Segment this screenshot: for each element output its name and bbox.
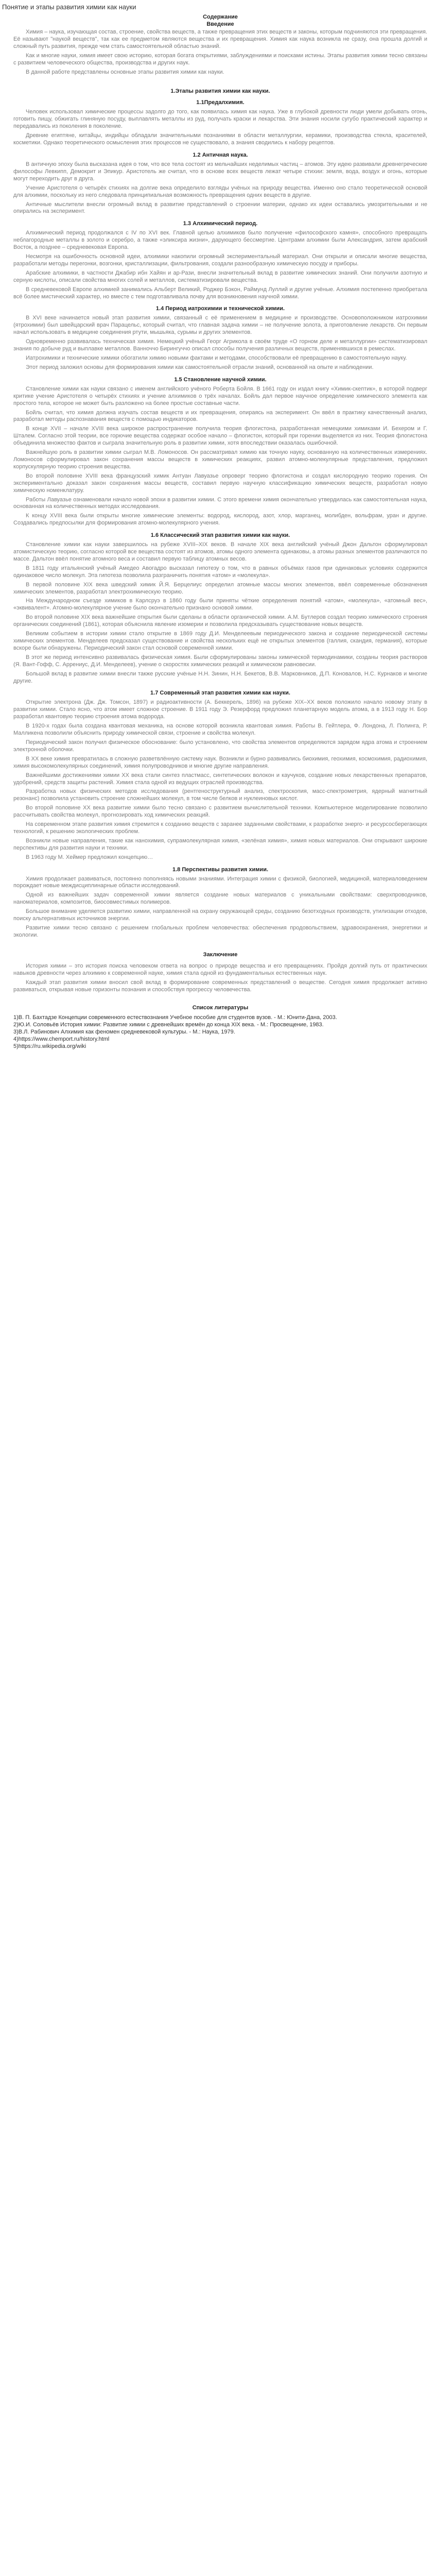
chapter-section (13, 88, 427, 939)
subsection (13, 377, 427, 527)
subsection-heading: 1.7 Современный этап развития химии как науки. (150, 690, 290, 697)
paragraph: Большое внимание уделяется развитию химии, направленной на охрану окружающей среды, созданию безотходных производств, утилизации отходов, поиску альтернативных источников энергии. (13, 908, 427, 922)
subsection (13, 99, 427, 147)
intro-heading: Введение (206, 21, 234, 27)
chapter-heading: 1.Этапы развития химии как науки. (170, 88, 270, 95)
subsection-heading: 1.6 Классический этап развития химии как науки. (150, 532, 290, 539)
paragraph: Учение Аристотеля о четырёх стихиях на долгие века определило взгляды учёных на природу вещества. Именно оно стало теоретической основой для алхимии, поскольку из него следовала принципиальная возможность превращения одних веществ в другие. (13, 184, 427, 198)
paragraph: Разработка новых физических методов исследования (рентгеноструктурный анализ, спектроскопия, масс-спектрометрия, ядерный магнитный резонанс) позволила установить строение сложнейших молекул, в том числе белков и нуклеиновых кислот. (13, 788, 427, 802)
paragraph: Алхимический период продолжался с IV по XVI век. Главной целью алхимиков было получение «философского камня», способного превращать неблагородные металлы в золото и серебро, а также «эликсира жизни», дарующего бессмертие. Центрами алхимии были Александрия, затем арабский Восток, а позднее – средневековая Европа. (13, 230, 427, 251)
paragraph: Во второй половине XX века развитие химии было тесно связано с развитием вычислительной техники. Компьютерное моделирование позволило рассчитывать свойства молекул, прогнозировать ход химических реакций. (13, 805, 427, 819)
subsection-heading: 1.5 Становление научной химии. (174, 376, 267, 383)
paragraph: Периодический закон получил физическое обоснование: было установлено, что свойства элементов определяются зарядом ядра атома и строением электронной оболочки. (13, 739, 427, 753)
subsection-heading: 1.3 Алхимический период. (183, 221, 258, 227)
paragraph: Важнейшими достижениями химии XX века стали синтез пластмасс, синтетических волокон и каучуков, создание новых лекарственных препаратов, удобрений, средств защиты растений. Химия стала одной из ведущих отраслей производства. (13, 772, 427, 786)
paragraph: В 1920-х годах была создана квантовая механика, на основе которой возникла квантовая химия. Работы В. Гейтлера, Ф. Лондона, Л. Полинга, Р. Малликена позволили объяснить природу химической связи, строение и свойства молекул. (13, 723, 427, 737)
subsection (13, 690, 427, 861)
paragraph: Работы Лавуазье ознаменовали начало новой эпохи в развитии химии. С этого времени химия окончательно утвердилась как самостоятельная наука, основанная на количественных методах исследования. (13, 496, 427, 510)
paragraph: Важнейшую роль в развитии химии сыграл М.В. Ломоносов. Он рассматривал химию как точную науку, основанную на количественных измерениях. Ломоносов сформулировал закон сохранения массы веществ в химических реакциях, развил атомно-молекулярные представления, предложил корпускулярную теорию строения вещества. (13, 449, 427, 470)
paragraph: Открытие электрона (Дж. Дж. Томсон, 1897) и радиоактивности (А. Беккерель, 1896) на рубеже XIX–XX веков положило начало новому этапу в развитии химии. Стало ясно, что атом имеет сложное строение. В 1911 году Э. Резерфорд предложил планетарную модель атома, а в 1913 году Н. Бор разработал квантовую теорию строения атома водорода. (13, 699, 427, 720)
subsection-heading: 1.8 Перспективы развития химии. (172, 866, 269, 873)
intro-section (13, 29, 427, 76)
paragraph: В этот же период интенсивно развивалась физическая химия. Были сформулированы законы химической термодинамики, созданы теория растворов (Я. Вант-Гофф, С. Аррениус, Д.И. Менделеев), учение о скоростях химических реакций и химическом равновесии. (13, 654, 427, 668)
paragraph: Одновременно развивалась техническая химия. Немецкий учёный Георг Агрикола в своём труде «О горном деле и металлургии» систематизировал знания по добыче руд и выплавке металлов. Ванноччо Бирингуччо описал способы получения различных веществ, применявшихся в ремеслах. (13, 338, 427, 352)
subsection (13, 532, 427, 685)
paragraph: Химия продолжает развиваться, постоянно пополняясь новыми знаниями. Интеграция химии с физикой, биологией, медициной, материаловедением порождает новые междисциплинарные области исследований. (13, 875, 427, 889)
paragraph: История химии – это история поиска человеком ответа на вопрос о природе вещества и его превращениях. Пройдя долгий путь от практических навыков древности через алхимию к современной науке, химия стала одной из фундаментальных естественных наук. (13, 962, 427, 976)
reference-item: 1)В. П. Бахтадзе Концепции современного естествознания Учебное пособие для студентов вузов. - М.: Юнити-Дана, 2003. (13, 1014, 337, 1021)
paragraph: На современном этапе развития химия стремится к созданию веществ с заранее заданными свойствами, к разработке энерго- и ресурсосберегающих технологий, к решению экологических проблем. (13, 821, 427, 835)
paragraph: Древние египтяне, китайцы, индийцы обладали значительными познаниями в области металлургии, керамики, производства стекла, красителей, косметики. Однако теоретического осмысления этих процессов не существовало, а знания сводились к набору рецептов. (13, 132, 427, 146)
paragraph: На Международном съезде химиков в Карлсруэ в 1860 году были приняты чёткие определения понятий «атом», «молекула», «атомный вес», «эквивалент». Атомно-молекулярное учение было окончательно признано основой химии. (13, 598, 427, 612)
subsection-heading: 1.2 Античная наука. (193, 151, 248, 158)
paragraph: Этот период заложил основы для формирования химии как самостоятельной отрасли знаний, основанной на опыте и наблюдении. (26, 364, 374, 370)
reference-url[interactable]: 5)https://ru.wikipedia.org/wiki (13, 1043, 86, 1050)
paragraph: Химия – наука, изучающая состав, строение, свойства веществ, а также превращения этих веществ и законы, которым подчиняются эти превращения. Её называют "наукой веществ", так как ее предметом являются вещества и их превращения. Химия как наука возникла не сразу, она прошла долгий и сложный путь развития, прежде чем стать самостоятельной областью знаний. (13, 29, 427, 49)
subsection (13, 152, 427, 215)
conclusion-section (13, 952, 427, 994)
paragraph: В средневековой Европе алхимией занимались Альберт Великий, Роджер Бэкон, Раймунд Луллий и другие учёные. Алхимия постепенно приобретала всё более мистический характер, но вместе с тем подготавливала почву для возникновения научной химии. (13, 286, 427, 300)
contents-heading: Содержание (203, 14, 238, 20)
paragraph: В данной работе представлены основные этапы развития химии как науки. (26, 69, 224, 75)
references-section (13, 1005, 427, 1050)
paragraph: Большой вклад в развитие химии внесли также русские учёные Н.Н. Зинин, Н.Н. Бекетов, В.В. Марковников, Д.П. Коновалов, Н.С. Курнаков и многие другие. (13, 670, 427, 684)
paragraph: Каждый этап развития химии вносил свой вклад в формирование современных представлений о веществе. Сегодня химия продолжает активно развиваться, открывая новые горизонты познания и способствуя прогрессу человечества. (13, 979, 427, 993)
paragraph: Великим событием в истории химии стало открытие в 1869 году Д.И. Менделеевым периодического закона и создание периодической системы химических элементов. Менделеев предсказал существование и свойства нескольких ещё не открытых элементов (галлия, скандия, германия), которые вскоре были обнаружены. Периодический закон стал основой современной химии. (13, 631, 427, 651)
paragraph: В 1811 году итальянский учёный Амедео Авогадро высказал гипотезу о том, что в равных объёмах газов при одинаковых условиях содержится одинаковое число молекул. Эта гипотеза позволила разграничить понятия «атом» и «молекула». (13, 565, 427, 579)
paragraph: Человек использовал химические процессы задолго до того, как появилась химия как наука. Уже в глубокой древности люди умели добывать огонь, готовить пищу, обжигать глиняную посуду, выплавлять металлы из руд, получать краски и лекарства. Эти знания носили сугубо практический характер и передавались из поколения в поколение. (13, 109, 427, 130)
paragraph: В конце XVII – начале XVIII века широкое распространение получила теория флогистона, разработанная немецкими химиками И. Бехером и Г. Шталем. Согласно этой теории, все горючие вещества содержат особое начало – флогистон, который при горении выделяется из них. Теория флогистона объединила множество фактов и сыграла значительную роль в развитии химии, хотя впоследствии оказалась ошибочной. (13, 426, 427, 447)
paragraph: В XX веке химия превратилась в сложную разветвлённую систему наук. Возникли и бурно развивались биохимия, геохимия, космохимия, радиохимия, химия высокомолекулярных соединений, химия полупроводников и многие другие направления. (13, 755, 427, 769)
paragraph: Во второй половине XIX века важнейшие открытия были сделаны в области органической химии. А.М. Бутлеров создал теорию химического строения органических соединений (1861), которая объяснила явление изомерии и позволила предсказывать существование новых веществ. (13, 614, 427, 628)
paragraph: Возникли новые направления, такие как нанохимия, супрамолекулярная химия, «зелёная химия», химия новых материалов. Они открывают широкие перспективы для развития науки и техники. (13, 837, 427, 851)
reference-link[interactable] (13, 1036, 427, 1043)
paragraph: Становление химии как науки завершилось на рубеже XVIII–XIX веков. В начале XIX века английский учёный Джон Дальтон сформулировал атомистическую теорию, согласно которой все вещества состоят из атомов, атомы одного элемента одинаковы, а атомы разных элементов различаются по массе. Дальтон ввёл понятие атомного веса и составил первую таблицу атомных весов. (13, 541, 427, 562)
paragraph: Несмотря на ошибочность основной идеи, алхимики накопили огромный экспериментальный материал. Они открыли и описали многие вещества, разработали методы перегонки, возгонки, кристаллизации, фильтрования, создали разнообразную химическую посуду и приборы. (13, 253, 427, 267)
conclusion-heading: Заключение (203, 951, 238, 958)
paragraph: Иатрохимики и технические химики обогатили химию новыми фактами и методами, способствовали её превращению в самостоятельную науку. (26, 355, 407, 361)
paragraph: Во второй половине XVIII века французский химик Антуан Лавуазье опроверг теорию флогистона и создал кислородную теорию горения. Он экспериментально доказал закон сохранения массы веществ, составил первую научную классификацию химических веществ, разработал новую химическую номенклатуру. (13, 472, 427, 494)
page-title: Понятие и этапы развития химии как науки (2, 3, 136, 11)
paragraph: Бойль считал, что химия должна изучать состав веществ и их превращения, опираясь на эксперимент. Он ввёл в практику качественный анализ, разработал методы распознавания веществ с помощью индикаторов. (13, 409, 427, 423)
subsection (13, 306, 427, 371)
reference-url[interactable]: 4)https://www.chemport.ru/history.html (13, 1036, 110, 1043)
paragraph: Античные мыслители внесли огромный вклад в развитие представлений о строении материи, однако их идеи оставались умозрительными и не опирались на эксперимент. (13, 201, 427, 215)
references-heading: Список литературы (192, 1005, 249, 1011)
subsection-heading: 1.1Предалхимия. (196, 99, 245, 106)
reference-item: 2)Ю.И. Соловьёв История химии: Развитие химии с древнейших времён до конца XIX века. - М.: Просвещение, 1983. (13, 1022, 324, 1028)
paragraph: В античную эпоху была высказана идея о том, что все тела состоят из мельчайших неделимых частиц – атомов. Эту идею развивали древнегреческие философы Левкипп, Демокрит и Эпикур. Аристотель же считал, что в основе всех веществ лежат четыре стихии: земля, вода, воздух и огонь, которые могут переходить друг в друга. (13, 161, 427, 182)
subsection (13, 867, 427, 939)
reference-item: 3)В.Л. Рабинович Алхимия как феномен средневековой культуры. - М.: Наука, 1979. (13, 1029, 235, 1036)
document-body (13, 13, 427, 2576)
paragraph: Арабские алхимики, в частности Джабир ибн Хайян и ар-Рази, внесли значительный вклад в развитие химических знаний. Они получили азотную и серную кислоты, описали свойства многих солей и металлов, систематизировали вещества. (13, 269, 427, 283)
paragraph: К концу XVIII века были открыты многие химические элементы: водород, кислород, азот, хлор, марганец, молибден, вольфрам, уран и другие. Создавались предпосылки для формирования атомно-молекулярного учения. (13, 513, 427, 527)
paragraph: В XVI веке начинается новый этап развития химии, связанный с её применением в медицине и производстве. Основоположником иатрохимии (ятрохимии) был швейцарский врач Парацельс, который считал, что главная задача химии – не получение золота, а приготовление лекарств. Он первым начал использовать в медицине соединения ртути, мышьяка, сурьмы и других элементов. (13, 315, 427, 336)
paragraph: Как и многие науки, химия имеет свою историю, которая богата открытиями, заблуждениями и поисками истины. Этапы развития химии тесно связаны с развитием человеческого общества, производства и других наук. (13, 52, 427, 66)
subsection-heading: 1.4 Период иатрохимии и технической химии. (155, 306, 285, 312)
paragraph: В 1963 году М. Хеймер предложил концепцию… (26, 854, 153, 860)
paragraph: Одной из важнейших задач современной химии является создание новых материалов с уникальными свойствами: сверхпроводников, наноматериалов, композитов, биосовместимых полимеров. (13, 892, 427, 906)
paragraph: Становление химии как науки связано с именем английского учёного Роберта Бойля. В 1661 году он издал книгу «Химик-скептик», в которой подверг критике учение Аристотеля о четырёх стихиях и учение алхимиков о трёх началах. Бойль дал первое научное определение химического элемента как простого тела, которое не может быть разложено на более простые составные части. (13, 385, 427, 406)
paragraph: Развитие химии тесно связано с решением глобальных проблем человечества: обеспечения продовольствием, здравоохранения, энергетики и экологии. (13, 925, 427, 938)
paragraph: В первой половине XIX века шведский химик Й.Я. Берцелиус определил атомные массы многих элементов, ввёл современные обозначения химических элементов, разработал электрохимическую теорию. (13, 581, 427, 595)
sections-container (13, 88, 427, 939)
reference-link[interactable] (13, 1043, 427, 1050)
subsection (13, 221, 427, 300)
